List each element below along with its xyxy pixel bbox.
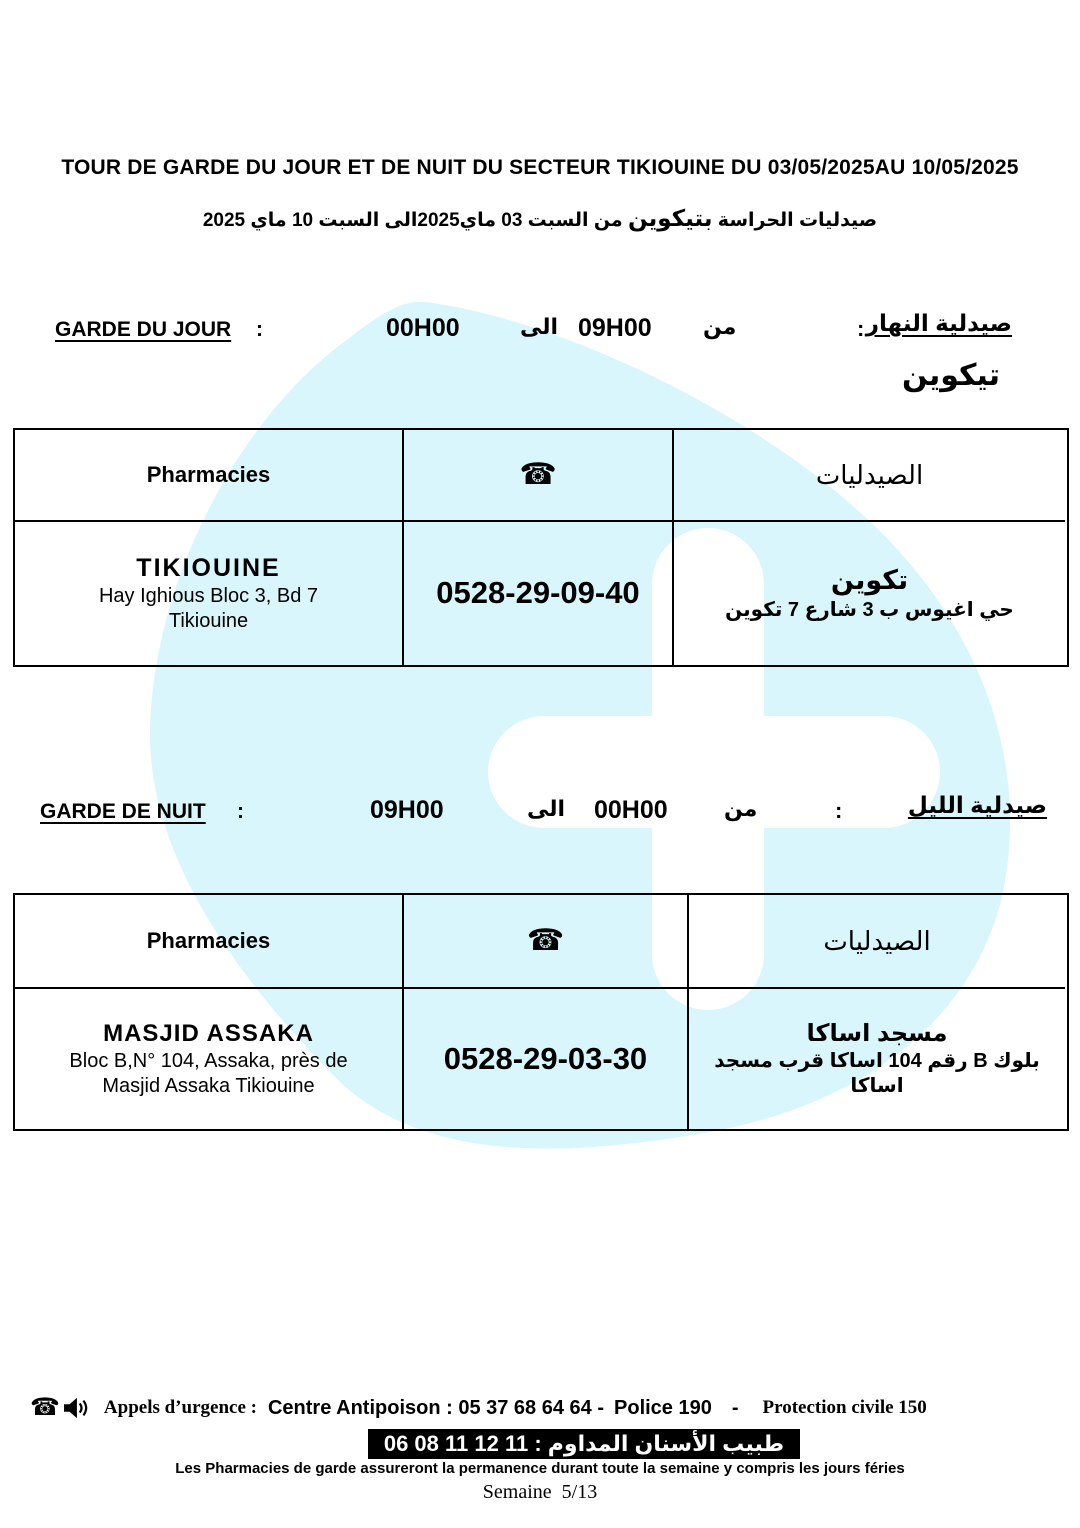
night-pharmacy-arabic-cell (687, 987, 1065, 1129)
night-guard-colon-fr: : (237, 800, 244, 823)
day-guard-sector-name: تيكوين (901, 359, 1000, 392)
night-table-header-phone (402, 895, 687, 987)
day-pharmacy-name-cell (15, 520, 402, 665)
night-guard-label-ar: صيدلية الليل (907, 792, 1047, 818)
police-contact: Police 190 (614, 1396, 712, 1419)
emergency-contacts-line (30, 1396, 1060, 1420)
night-pharmacy-phone-cell (402, 987, 687, 1129)
pharmacy-phone-number: 0528-29-09-40 (436, 575, 640, 611)
dentist-on-duty-bar (368, 1429, 800, 1459)
night-guard-label-fr: GARDE DE NUIT (40, 800, 206, 823)
day-table-header-pharmacies (15, 430, 402, 520)
header-pharmacies-label: Pharmacies (146, 928, 271, 954)
day-guard-colon-fr: : (256, 318, 263, 341)
day-guard-label-fr: GARDE DU JOUR (55, 318, 232, 341)
day-table-header-phone (402, 430, 672, 520)
day-pharmacy-arabic-cell (672, 520, 1065, 665)
week-number: Semaine 5/13 (482, 1481, 598, 1503)
day-pharmacy-phone-cell (402, 520, 672, 665)
dentist-on-duty-text: 06 08 11 12 11 : طبيب الأسنان المداوم (383, 1431, 785, 1456)
phone-icon: ☎ (526, 924, 565, 958)
pharmacy-address-line2: Masjid Assaka Tikiouine (102, 1075, 315, 1097)
day-guard-word-to: الى (520, 314, 559, 339)
pharmacy-name-ar: تكوين (830, 565, 909, 596)
day-guard-word-from: من (703, 314, 737, 339)
pharmacy-address-line2: Tikiouine (168, 610, 249, 633)
pharmacy-address-ar-line2: اساكا (850, 1075, 904, 1097)
night-guard-time-end: 09H00 (370, 796, 444, 824)
night-pharmacy-name-cell (15, 987, 402, 1129)
pharmacy-address-ar-line1: بلوك B رقم 104 اساكا قرب مسجد (714, 1050, 1040, 1072)
day-guard-time-start: 09H00 (578, 314, 652, 342)
subtitle-sector: بتيكوين (627, 205, 713, 231)
day-guard-colon-ar: : (857, 316, 865, 341)
night-table-header-pharmacies-ar (687, 895, 1065, 987)
pharmacy-phone-number: 0528-29-03-30 (443, 1040, 648, 1076)
pharmacy-address-line1: Hay Ighious Bloc 3, Bd 7 (98, 585, 318, 608)
night-pharmacy-table (13, 893, 1069, 1131)
page-subtitle-arabic (0, 205, 1080, 232)
night-guard-word-from: من (724, 796, 758, 821)
day-pharmacy-table (13, 428, 1069, 667)
pharmacy-address-line1: Bloc B,N° 104, Assaka, près de (69, 1050, 348, 1072)
page-title: TOUR DE GARDE DU JOUR ET DE NUIT DU SECTEUR TIKIOUINE DU 03/05/2025AU 10/05/2025 (61, 156, 1019, 179)
permanence-note: Les Pharmacies de garde assureront la permanence durant toute la semaine y compris les jours féries (175, 1460, 905, 1477)
night-table-header-pharmacies (15, 895, 402, 987)
subtitle-part3: من السبت 03 ماي2025الى السبت 10 ماي 2025 (202, 210, 623, 231)
pharmacy-name: TIKIOUINE (136, 553, 281, 582)
separator-dash: - (731, 1396, 739, 1419)
emergency-label: Appels d’urgence : (103, 1397, 257, 1418)
civil-protection-contact: Protection civile 150 (762, 1397, 927, 1418)
pharmacy-name: MASJID ASSAKA (103, 1020, 314, 1047)
header-pharmacies-ar-label: الصيدليات (815, 459, 924, 490)
night-guard-colon-ar: : (835, 798, 843, 823)
antipoison-contact: Centre Antipoison : 05 37 68 64 64 - (267, 1396, 605, 1419)
pharmacy-name-ar: مسجد اساكا (806, 1020, 948, 1047)
header-pharmacies-ar-label: الصيدليات (823, 925, 931, 956)
day-table-header-pharmacies-ar (672, 430, 1065, 520)
phone-icon: ☎ (519, 458, 557, 492)
night-guard-time-start: 00H00 (594, 796, 668, 824)
day-guard-time-end: 00H00 (386, 314, 460, 342)
day-guard-label-ar: صيدلية النهار (865, 310, 1012, 336)
megaphone-icon (62, 1396, 90, 1420)
telephone-icon: ☎ (30, 1394, 60, 1421)
subtitle-part1: صيدليات الحراسة (717, 210, 878, 231)
night-guard-word-to: الى (527, 796, 566, 821)
pharmacy-address-ar: حي اغيوس ب 3 شارع 7 تكوين (725, 598, 1014, 621)
header-pharmacies-label: Pharmacies (146, 462, 271, 488)
